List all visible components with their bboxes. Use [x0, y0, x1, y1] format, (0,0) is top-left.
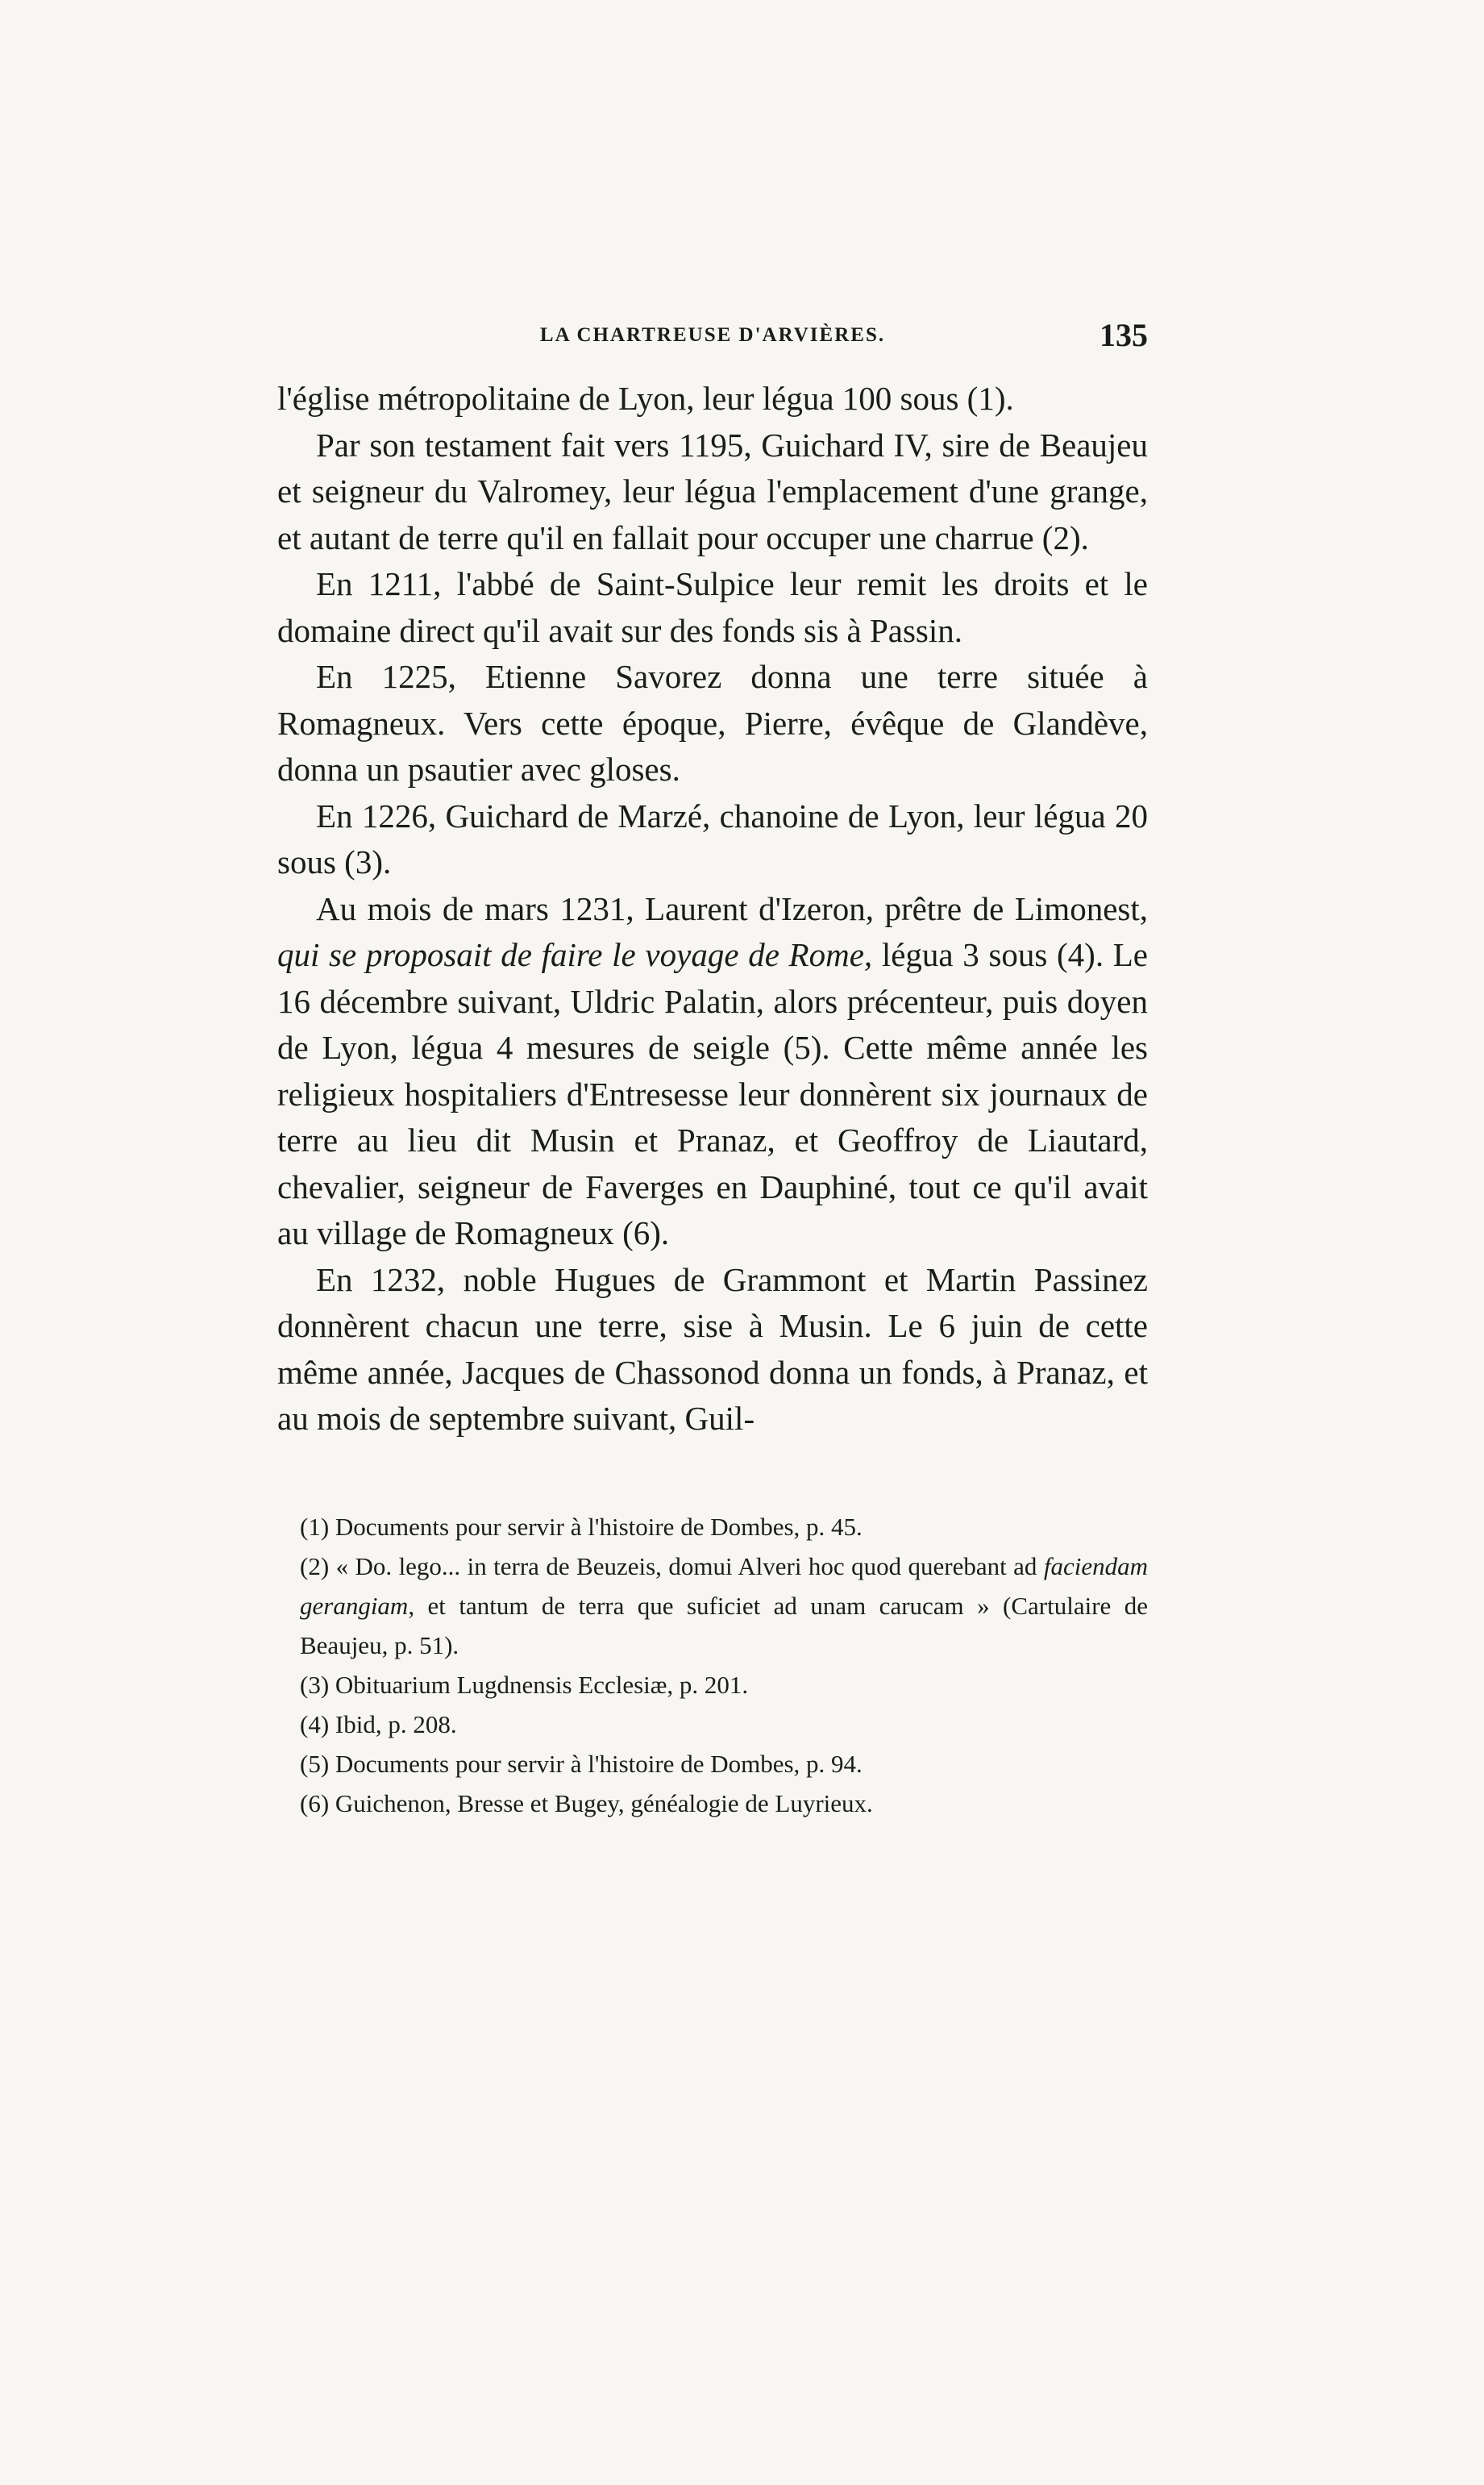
footnote-4: (4) Ibid, p. 208. [300, 1709, 457, 1738]
body-text [277, 376, 1148, 1442]
footnotes [277, 1507, 1148, 1823]
paragraph-6-part-a: Au mois de mars 1231, Laurent d'Izeron, prêtre de Limonest, [316, 889, 1148, 927]
paragraph-5: En 1226, Guichard de Marzé, chanoine de Lyon, leur légua 20 sous (3). [277, 797, 1148, 880]
footnote-2-italic: faciendam gerangiam [300, 1551, 1148, 1620]
footnote-5: (5) Documents pour servir à l'histoire de Dombes, p. 94. [300, 1749, 863, 1778]
paragraph-6 [277, 886, 1148, 1257]
paragraph-3: En 1211, l'abbé de Saint-Sulpice leur remit les droits et le domaine direct qu'il avait sur des fonds sis à Passin. [277, 565, 1148, 649]
paragraph-1: l'église métropolitaine de Lyon, leur légua 100 sous (1). [277, 380, 1014, 417]
running-title: LA CHARTREUSE D'ARVIÈRES. [539, 324, 886, 346]
footnote-6: (6) Guichenon, Bresse et Bugey, généalogie de Luyrieux. [300, 1788, 873, 1817]
footnote-2-part-a: (2) « Do. lego... in terra de Beuzeis, domui Alveri hoc quod querebant ad [300, 1551, 1044, 1580]
paragraph-6-italic-phrase: qui se proposait de faire le voyage de Rome, [277, 936, 873, 973]
paragraph-4: En 1225, Etienne Savorez donna une terre située à Romagneux. Vers cette époque, Pierre, évêque de Glandève, donna un psautier avec gloses. [277, 658, 1148, 788]
book-page [277, 316, 1148, 1823]
paragraph-6-part-c: légua 3 sous (4). Le 16 décembre suivant, Uldric Palatin, alors précenteur, puis doyen de Lyon, légua 4 mesures de seigle (5). Cette même année les religieux hospitaliers d'Entresesse leur donnèrent six journaux de terre au lieu dit Musin et Pranaz, et Geoffroy de Liautard, chevalier, seigneur de Faverges en Dauphiné, tout ce qu'il avait au village de Romagneux (6). [277, 936, 1148, 1251]
paragraph-2: Par son testament fait vers 1195, Guichard IV, sire de Beaujeu et seigneur du Valromey, leur légua l'emplacement d'une grange, et autant de terre qu'il en fallait pour occuper une charrue (2). [277, 426, 1148, 556]
footnote-2 [277, 1546, 1148, 1665]
page-number: 135 [1099, 317, 1148, 353]
running-head [277, 316, 1148, 364]
footnote-2-part-c: , et tantum de terra que suficiet ad unam carucam » (Cartulaire de Beaujeu, p. 51). [300, 1591, 1148, 1659]
footnote-1: (1) Documents pour servir à l'histoire de Dombes, p. 45. [300, 1512, 863, 1541]
paragraph-7: En 1232, noble Hugues de Grammont et Martin Passinez donnèrent chacun une terre, sise à Musin. Le 6 juin de cette même année, Jacques de Chassonod donna un fonds, à Pranaz, et au mois de septembre suivant, Guil- [277, 1260, 1148, 1437]
footnote-3: (3) Obituarium Lugdnensis Ecclesiæ, p. 201. [300, 1670, 749, 1699]
